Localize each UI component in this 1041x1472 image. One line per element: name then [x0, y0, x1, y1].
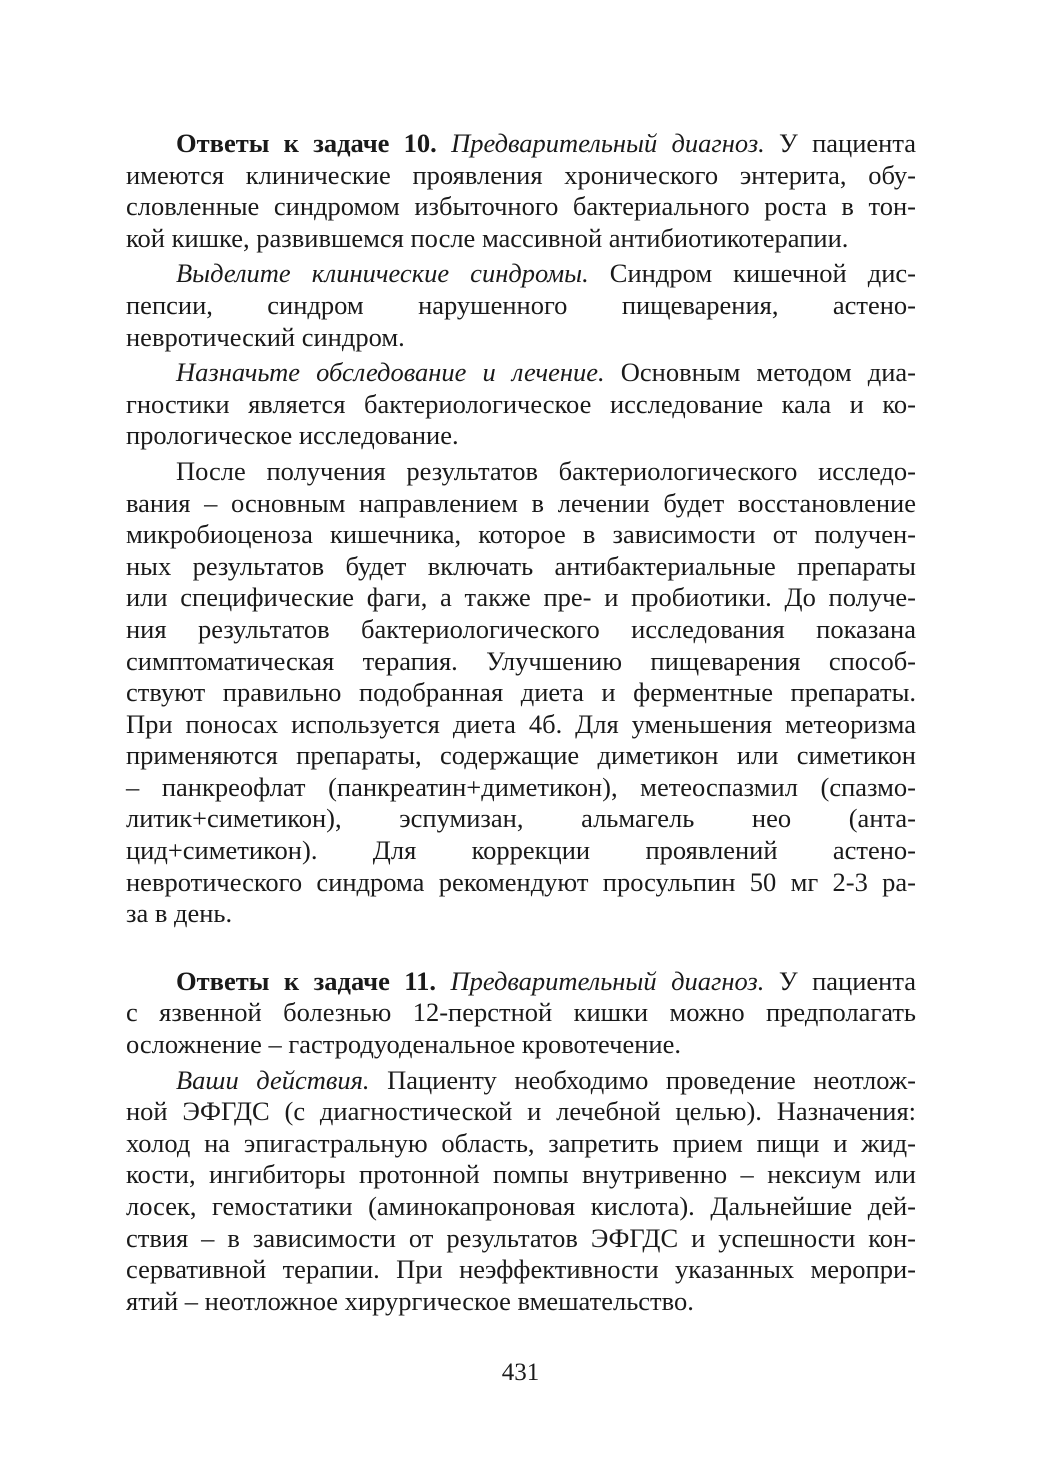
paragraph: [126, 128, 916, 254]
text-line: [126, 258, 916, 290]
body-text: или специфические фаги, а также пре- и пробиотики. До получе-: [126, 582, 916, 613]
body-text: ствуют правильно подобранная диета и ферментные препараты.: [126, 677, 916, 708]
text-line: [126, 223, 916, 255]
text-line: [126, 1191, 916, 1223]
answer-heading: Ответы к задаче 11.: [176, 965, 436, 996]
text-line: [126, 488, 916, 520]
body-text: применяются препараты, содержащие диметикон или симетикон: [126, 740, 916, 771]
question-label: Предварительный диагноз.: [450, 965, 765, 996]
text-line: [126, 740, 916, 772]
body-text: кости, ингибиторы протонной помпы внутривенно – нексиум или: [126, 1159, 916, 1190]
body-text: гностики является бактериологическое исследование кала и ко-: [126, 388, 916, 419]
body-text: После получения результатов бактериологического исследо-: [176, 455, 916, 486]
text-line: [126, 646, 916, 678]
text-line: [126, 1286, 916, 1318]
body-text: осложнение – гастродуоденальное кровотечение.: [126, 1029, 681, 1060]
body-text: цид+симетикон). Для коррекции проявлений астено-: [126, 835, 916, 866]
question-label: Ваши действия.: [176, 1064, 370, 1095]
body-text: Синдром кишечной дис-: [588, 258, 916, 289]
text-line: [126, 898, 916, 930]
body-text: кой кишке, развившемся после массивной антибиотикотерапии.: [126, 222, 849, 253]
paragraph: [126, 357, 916, 452]
body-text: сервативной терапии. При неэффективности указанных меропри-: [126, 1254, 916, 1285]
question-label: Предварительный диагноз.: [451, 128, 765, 158]
text-line: [126, 420, 916, 452]
text-line: [126, 772, 916, 804]
body-text: ных результатов будет включать антибактериальные препараты: [126, 550, 916, 581]
body-text: имеются клинические проявления хронического энтерита, обу-: [126, 159, 916, 190]
answer-section: [126, 966, 916, 1318]
paragraph: [126, 966, 916, 1061]
body-text: У пациента: [764, 128, 916, 158]
text-line: [126, 389, 916, 421]
body-text: – панкреофлат (панкреатин+диметикон), метеоспазмил (спазмо-: [126, 771, 916, 802]
body-text: за в день.: [126, 898, 233, 929]
text-line: [126, 614, 916, 646]
text-line: [126, 322, 916, 354]
body-text: холод на эпигастральную область, запретить прием пищи и жид-: [126, 1127, 916, 1158]
text-line: [126, 867, 916, 899]
answer-heading: Ответы к задаче 10.: [176, 128, 437, 158]
text-line: [126, 191, 916, 223]
body-text: невротический синдром.: [126, 321, 405, 352]
section-gap: [126, 934, 916, 966]
text-line: [126, 1159, 916, 1191]
question-label: Выделите клинические синдромы.: [176, 258, 589, 289]
paragraph: [126, 258, 916, 353]
body-text: вания – основным направлением в лечении будет восстановление: [126, 487, 916, 518]
body-text: ния результатов бактериологического исследования показана: [126, 613, 916, 644]
body-text: У пациента: [764, 965, 917, 996]
question-label: Назначьте обследование и лечение.: [176, 357, 605, 388]
paragraph: [126, 1065, 916, 1318]
body-text: литик+симетикон), эспумизан, альмагель нео (анта-: [126, 803, 916, 834]
text-line: [126, 519, 916, 551]
text-line: [126, 835, 916, 867]
page-number: 431: [501, 1359, 540, 1386]
text-line: [126, 1254, 916, 1286]
text-line: [126, 1065, 916, 1097]
body-text: микробиоценоза кишечника, которое в зависимости от получен-: [126, 519, 916, 550]
text-line: [126, 357, 916, 389]
body-text: Основным методом диа-: [604, 357, 916, 388]
page-body: [126, 128, 916, 1321]
answer-section: [126, 128, 916, 930]
text-line: [126, 1128, 916, 1160]
text-line: [126, 128, 916, 160]
text-line: [126, 677, 916, 709]
text-line: [126, 582, 916, 614]
text-line: [126, 456, 916, 488]
body-text: ствия – в зависимости от результатов ЭФГДС и успешности кон-: [126, 1222, 916, 1253]
body-text: При поносах используется диета 4б. Для уменьшения метеоризма: [126, 708, 916, 739]
body-text: Пациенту необходимо проведение неотлож-: [369, 1064, 916, 1095]
text-line: [126, 160, 916, 192]
body-text: словленные синдромом избыточного бактериального роста в тон-: [126, 191, 916, 222]
body-text: ятий – неотложное хирургическое вмешательство.: [126, 1285, 694, 1316]
text-line: [126, 997, 916, 1029]
body-text: прологическое исследование.: [126, 420, 459, 451]
body-text: невротического синдрома рекомендуют просульпин 50 мг 2-3 ра-: [126, 866, 916, 897]
text-line: [126, 803, 916, 835]
text-line: [126, 709, 916, 741]
text-line: [126, 1223, 916, 1255]
body-text: симптоматическая терапия. Улучшению пищеварения способ-: [126, 645, 916, 676]
text-line: [126, 966, 916, 998]
text-line: [126, 551, 916, 583]
text-line: [126, 1096, 916, 1128]
text-line: [126, 1029, 916, 1061]
body-text: пепсии, синдром нарушенного пищеварения, астено-: [126, 289, 916, 320]
body-text: ной ЭФГДС (с диагностической и лечебной целью). Назначения:: [126, 1096, 916, 1127]
body-text: лосек, гемостатики (аминокапроновая кислота). Дальнейшие дей-: [126, 1191, 916, 1221]
text-line: [126, 290, 916, 322]
paragraph: [126, 456, 916, 930]
body-text: с язвенной болезнью 12-перстной кишки можно предполагать: [126, 997, 916, 1028]
